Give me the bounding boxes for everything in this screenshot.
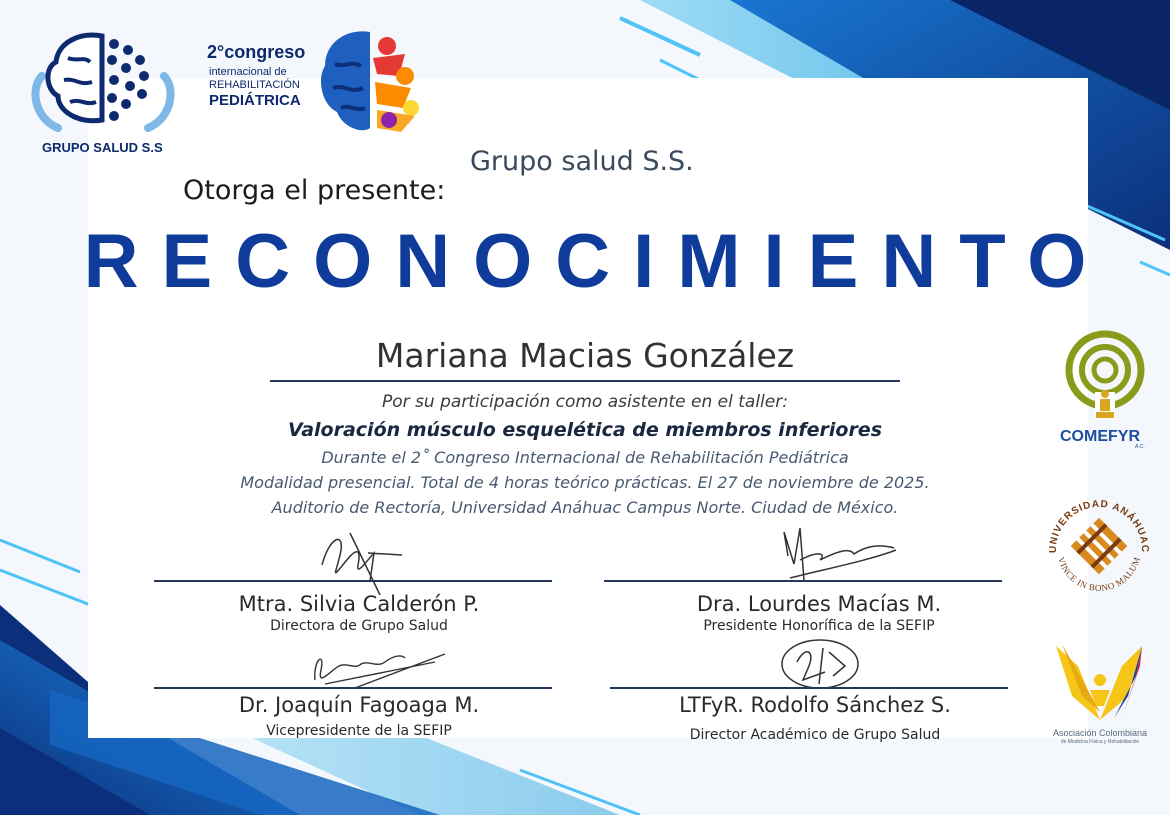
acmfr-line2: de Medicina Física y Rehabilitación bbox=[1060, 739, 1140, 745]
congreso-logo-line4: PEDIÁTRICA bbox=[209, 92, 301, 109]
signature-line-3 bbox=[154, 687, 552, 689]
brain-hands-icon bbox=[28, 28, 178, 138]
signatory-name-2: Dra. Lourdes Macías M. bbox=[696, 592, 942, 616]
radiating-figure-icon bbox=[1055, 330, 1155, 422]
detail-congress: Durante el 2˚ Congreso Internacional de Rehabilitación Pediátrica bbox=[321, 448, 849, 467]
comefyr-logo bbox=[1055, 330, 1155, 455]
signature-line-4 bbox=[610, 687, 1008, 689]
signatory-role-4: Director Académico de Grupo Salud bbox=[689, 727, 941, 743]
issuer-name: Grupo salud S.S. bbox=[470, 146, 694, 177]
grupo-salud-logo-text: GRUPO SALUD S.S bbox=[42, 140, 163, 155]
workshop-title: Valoración músculo esquelética de miembros inferiores bbox=[287, 419, 883, 441]
comefyr-name: COMEFYR bbox=[1060, 428, 1140, 445]
anahuac-top-text: UNIVERSIDAD ANÁHUAC bbox=[1047, 498, 1151, 554]
signatory-name-4: LTFyR. Rodolfo Sánchez S. bbox=[679, 693, 951, 717]
congreso-logo-line1: 2°congreso bbox=[207, 42, 306, 62]
congreso-logo bbox=[205, 28, 430, 138]
signature-line-1 bbox=[154, 580, 552, 582]
grupo-salud-logo bbox=[28, 28, 178, 158]
detail-modality: Modalidad presencial. Total de 4 horas teórico prácticas. El 27 de noviembre de 2025. bbox=[240, 473, 930, 492]
acmfr-line1: Asociación Colombiana bbox=[1052, 728, 1148, 738]
participation-text: Por su participación como asistente en el taller: bbox=[382, 392, 788, 412]
congreso-logo-line2: internacional de bbox=[209, 66, 287, 78]
signature-calderon bbox=[310, 525, 410, 595]
comefyr-suffix: A.C. bbox=[1135, 444, 1145, 450]
certificate-title: RECONOCIMIENTO bbox=[83, 219, 1110, 304]
brain-children-icon bbox=[315, 28, 425, 138]
congreso-logo-line3: REHABILITACIÓN bbox=[209, 79, 300, 91]
signatory-name-3: Dr. Joaquín Fagoaga M. bbox=[238, 693, 480, 717]
signatory-role-2: Presidente Honorífica de la SEFIP bbox=[703, 618, 935, 634]
colombian-flag-figure-icon bbox=[1038, 636, 1162, 728]
intro-text: Otorga el presente: bbox=[183, 175, 446, 206]
signature-line-2 bbox=[604, 580, 1002, 582]
signatory-name-1: Mtra. Silvia Calderón P. bbox=[238, 592, 480, 616]
recipient-underline bbox=[270, 380, 900, 382]
signatory-role-3: Vicepresidente de la SEFIP bbox=[266, 723, 452, 739]
anahuac-bottom-text: VINCE IN BONO MALUM bbox=[1055, 555, 1143, 593]
acmfr-logo bbox=[1038, 636, 1162, 748]
recipient-name: Mariana Macias González bbox=[375, 336, 795, 375]
detail-venue: Auditorio de Rectoría, Universidad Anáhuac Campus Norte. Ciudad de México. bbox=[271, 498, 899, 517]
anahuac-seal-icon bbox=[1040, 488, 1158, 606]
anahuac-logo bbox=[1040, 488, 1158, 606]
signatory-role-1: Directora de Grupo Salud bbox=[270, 618, 448, 634]
